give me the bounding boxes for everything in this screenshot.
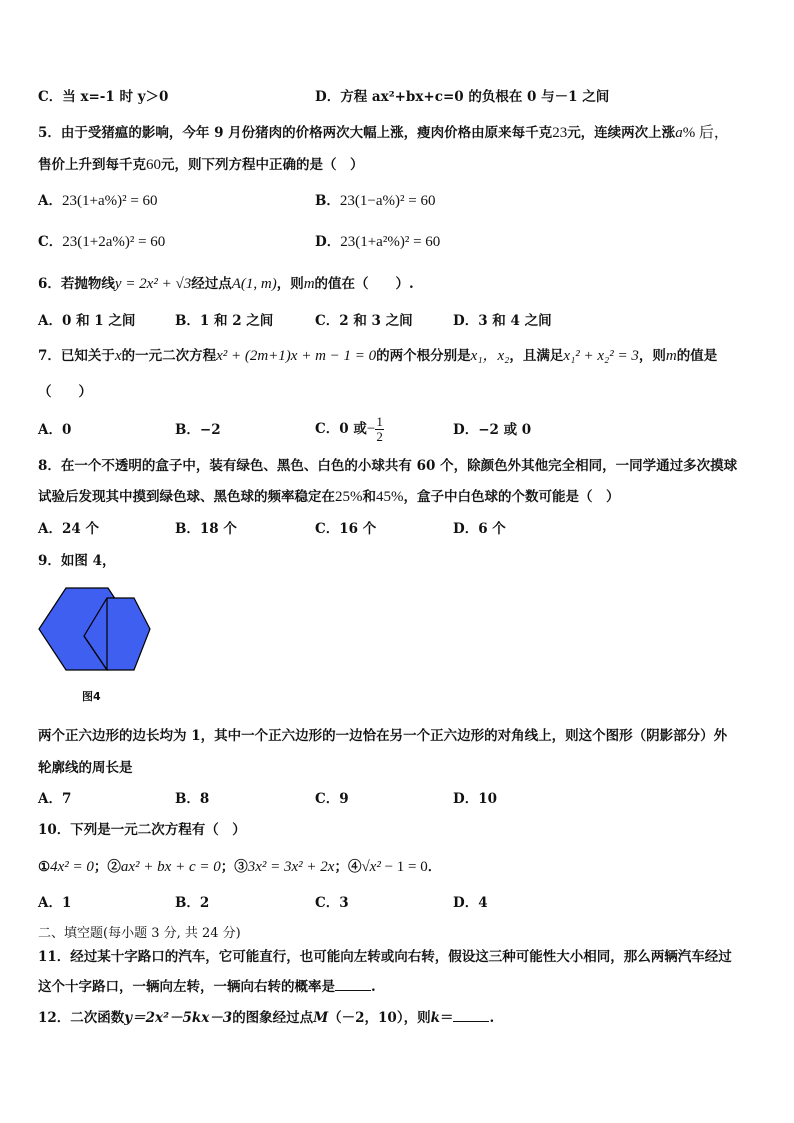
q5-option-a: A．23(1+a%)² = 60 xyxy=(38,193,158,209)
q7-option-a: A．0 xyxy=(38,422,72,438)
q7-option-d: D．−2 或 0 xyxy=(453,422,532,438)
q6-stem: 6．若抛物线y = 2x² + √3经过点A(1, m)，则m的值在（ ）. xyxy=(38,276,414,292)
q9-option-c: C．9 xyxy=(315,791,349,807)
q7-option-b: B．−2 xyxy=(175,422,221,438)
q5-stem-line2: 售价上升到每千克60元，则下列方程中正确的是（ ） xyxy=(38,157,364,173)
q7-option-c: C．0 或− $\frac{1}{2}$ xyxy=(315,414,383,444)
q5-option-c: C．23(1+2a%)² = 60 xyxy=(38,234,166,250)
q6-option-c: C．2 和 3 之间 xyxy=(315,313,413,329)
section-heading: 二、填空题(每小题 3 分, 共 24 分) xyxy=(38,926,241,941)
q9-text-line2: 轮廓线的周长是 xyxy=(38,760,133,776)
q12-answer-blank[interactable] xyxy=(453,1009,489,1022)
q10-option-b: B．2 xyxy=(175,895,210,911)
q8-stem-line1: 8．在一个不透明的盒子中，装有绿色、黑色、白色的小球共有 60 个，除颜色外其他完全相同，一同学通过多次摸球 xyxy=(38,458,738,474)
q9-text-line1: 两个正六边形的边长均为 1，其中一个正六边形的一边恰在另一个正六边形的对角线上，则这个图形（阴影部分）外 xyxy=(38,728,728,744)
q9-stem: 9．如图 4， xyxy=(38,553,116,569)
figure-4-hexagons xyxy=(36,584,158,708)
q7-stem-line2: （ ） xyxy=(38,384,92,400)
q11-stem-line2: 这个十字路口，一辆向左转，一辆向右转的概率是 . xyxy=(38,979,376,995)
q9-option-b: B．8 xyxy=(175,791,210,807)
q10-option-d: D．4 xyxy=(453,895,488,911)
q12-stem: 12．二次函数y＝2x²－5kx－3的图象经过点M（－2，10），则k＝ . xyxy=(38,1010,495,1026)
q4-option-d: D．方程 ax²+bx+c=0 的负根在 0 与－1 之间 xyxy=(315,89,610,105)
q6-option-a: A．0 和 1 之间 xyxy=(38,313,136,329)
q8-option-d: D．6 个 xyxy=(453,521,506,537)
q4-option-c: C．当 x=-1 时 y＞0 xyxy=(38,89,169,105)
q8-option-a: A．24 个 xyxy=(38,521,99,537)
q7-option-c-fraction: $\frac{1}{2}$ xyxy=(376,414,383,444)
q8-option-b: B．18 个 xyxy=(175,521,237,537)
q11-stem-line1: 11．经过某十字路口的汽车，它可能直行，也可能向左转或向右转，假设这三种可能性大小相同，那么两辆汽车经过 xyxy=(38,949,732,965)
q8-stem-line2: 试验后发现其中摸到绿色球、黑色球的频率稳定在25%和45%，盒子中白色球的个数可能是（ ） xyxy=(38,489,620,505)
q9-option-d: D．10 xyxy=(453,791,497,807)
figure-caption: 图4 xyxy=(82,690,101,703)
q10-option-c: C．3 xyxy=(315,895,349,911)
q6-option-b: B．1 和 2 之间 xyxy=(175,313,274,329)
q5-option-b: B．23(1−a%)² = 60 xyxy=(315,193,436,209)
q10-stem: 10．下列是一元二次方程有（ ） xyxy=(38,822,246,838)
q5-option-d: D．23(1+a²%)² = 60 xyxy=(315,234,441,250)
q7-stem-line1: 7．已知关于x的一元二次方程x² + (2m+1)x + m − 1 = 0的两个根分别是x₁，x₂，且满足x₁² + x₂² = 3，则m的值是 xyxy=(38,348,718,364)
q10-option-a: A．1 xyxy=(38,895,72,911)
q9-option-a: A．7 xyxy=(38,791,72,807)
q6-option-d: D．3 和 4 之间 xyxy=(453,313,552,329)
q11-answer-blank[interactable] xyxy=(335,978,371,991)
q5-stem-line1: 5．由于受猪瘟的影响，今年 9 月份猪肉的价格两次大幅上涨，瘦肉价格由原来每千克23元，连续两次上涨a% 后， xyxy=(38,125,729,141)
q8-option-c: C．16 个 xyxy=(315,521,377,537)
q10-equations: ①4x² = 0；②ax² + bx + c = 0；③3x² = 3x² + 2x；④√x² − 1 = 0． xyxy=(38,859,442,875)
